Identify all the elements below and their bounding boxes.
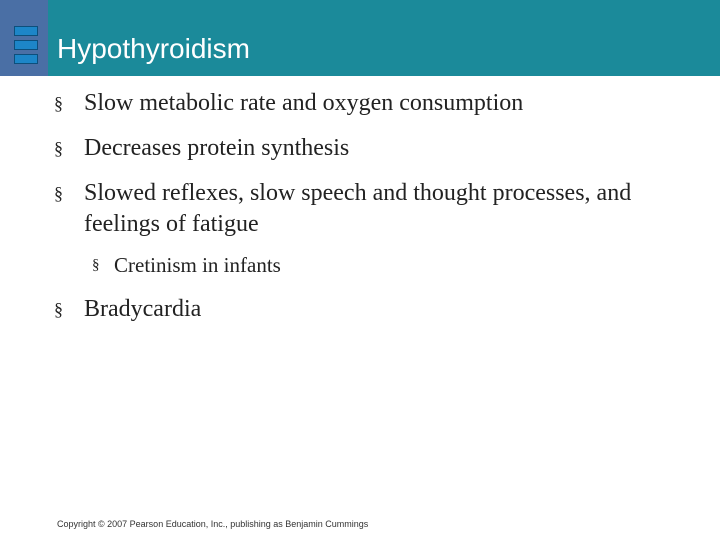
bullet-item (54, 133, 694, 164)
sub-bullet-text: Cretinism in infants (114, 253, 281, 277)
bullet-marker: § (54, 183, 63, 203)
bullet-list (54, 88, 694, 339)
copyright-footer: Copyright © 2007 Pearson Education, Inc., publishing as Benjamin Cummings (57, 519, 369, 529)
bullet-text: Slowed reflexes, slow speech and thought processes, and feelings of fatigue (84, 180, 632, 237)
bullet-item (54, 88, 694, 119)
bullet-item (54, 178, 694, 240)
bullet-text: Slow metabolic rate and oxygen consumption (84, 90, 524, 116)
bullet-text: Decreases protein synthesis (84, 135, 350, 161)
bullet-marker: § (54, 299, 63, 319)
bullet-text: Bradycardia (84, 296, 202, 322)
stacked-blocks-icon (14, 26, 38, 66)
bullet-marker: § (54, 138, 63, 158)
sub-bullet-marker: § (92, 257, 100, 273)
sub-bullet-item (92, 252, 694, 278)
slide-title: Hypothyroidism (57, 33, 250, 64)
bullet-item (54, 294, 694, 325)
bullet-marker: § (54, 93, 63, 113)
